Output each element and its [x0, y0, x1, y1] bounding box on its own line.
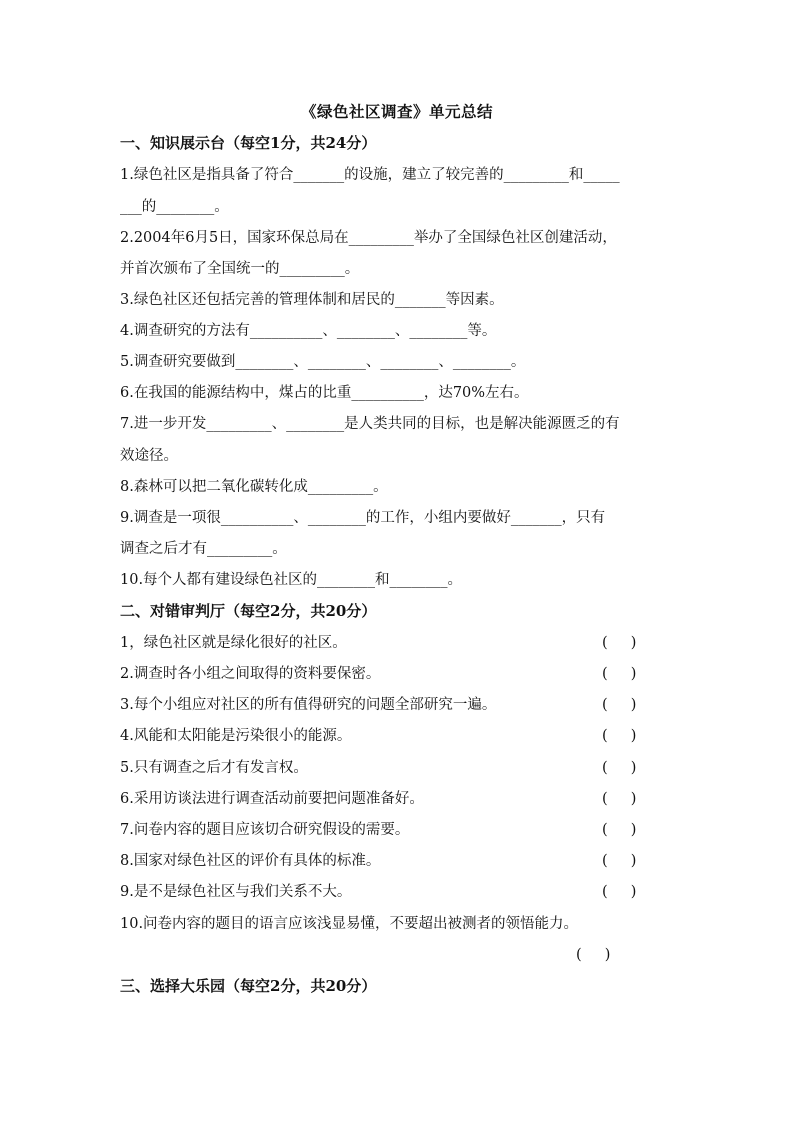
answer-parentheses[interactable]: ( )	[602, 884, 637, 900]
answer-parentheses[interactable]: ( )	[602, 635, 637, 651]
judgement-item: 2.调查时各小组之间取得的资料要保密。	[120, 666, 381, 682]
answer-parentheses[interactable]: ( )	[602, 853, 637, 869]
judgement-item: 6.采用访谈法进行调查活动前要把问题准备好。	[120, 791, 424, 807]
answer-parentheses[interactable]: ( )	[602, 822, 637, 838]
judgement-item: 5.只有调查之后才有发言权。	[120, 760, 308, 776]
section-3-heading: 三、选择大乐园（每空2分，共20分）	[120, 977, 377, 995]
section-1-heading: 一、知识展示台（每空1分，共24分）	[120, 134, 377, 152]
answer-parentheses[interactable]: ( )	[602, 697, 637, 713]
section-2-heading: 二、对错审判厅（每空2分，共20分）	[120, 602, 377, 620]
section-1-line: 效途径。	[120, 448, 178, 464]
section-1-line: 6.在我国的能源结构中，煤占的比重__________，达70%左右。	[120, 385, 529, 401]
judgement-item: 7.问卷内容的题目应该切合研究假设的需要。	[120, 822, 410, 838]
section-1-line: 9.调查是一项很__________、________的工作，小组内要做好_______，只有	[120, 510, 606, 526]
section-1-line: 10.每个人都有建设绿色社区的________和________。	[120, 572, 463, 588]
answer-parentheses[interactable]: ( )	[576, 947, 611, 963]
section-1-line: 5.调查研究要做到________、________、________、________。	[120, 354, 526, 370]
answer-parentheses[interactable]: ( )	[602, 666, 637, 682]
judgement-item: 9.是不是绿色社区与我们关系不大。	[120, 884, 352, 900]
section-1-line: 7.进一步开发_________、________是人类共同的目标，也是解决能源匮乏的有	[120, 416, 620, 432]
judgement-item: 8.国家对绿色社区的评价有具体的标准。	[120, 853, 381, 869]
judgement-item: 3.每个小组应对社区的所有值得研究的问题全部研究一遍。	[120, 697, 497, 713]
answer-parentheses[interactable]: ( )	[602, 728, 637, 744]
judgement-item: 10.问卷内容的题目的语言应该浅显易懂，不要超出被测者的领悟能力。	[120, 916, 579, 932]
judgement-item: 4.风能和太阳能是污染很小的能源。	[120, 728, 352, 744]
section-1-line: 并首次颁布了全国统一的_________。	[120, 261, 360, 277]
judgement-item: 1，绿色社区就是绿化很好的社区。	[120, 635, 347, 651]
section-1-line: 3.绿色社区还包括完善的管理体制和居民的_______等因素。	[120, 292, 504, 308]
section-1-line: 调查之后才有_________。	[120, 541, 287, 557]
page-title: 《绿色社区调查》单元总结	[300, 102, 493, 121]
answer-parentheses[interactable]: ( )	[602, 791, 637, 807]
section-1-line: 8.森林可以把二氧化碳转化成_________。	[120, 479, 388, 495]
answer-parentheses[interactable]: ( )	[602, 760, 637, 776]
section-1-line: 4.调查研究的方法有__________、________、________等。	[120, 323, 497, 339]
section-1-line: ___的________。	[120, 199, 229, 215]
section-1-line: 1.绿色社区是指具备了符合_______的设施，建立了较完善的_________和_____	[120, 167, 620, 183]
section-1-line: 2.2004年6月5日，国家环保总局在_________举办了全国绿色社区创建活动，	[120, 230, 617, 246]
